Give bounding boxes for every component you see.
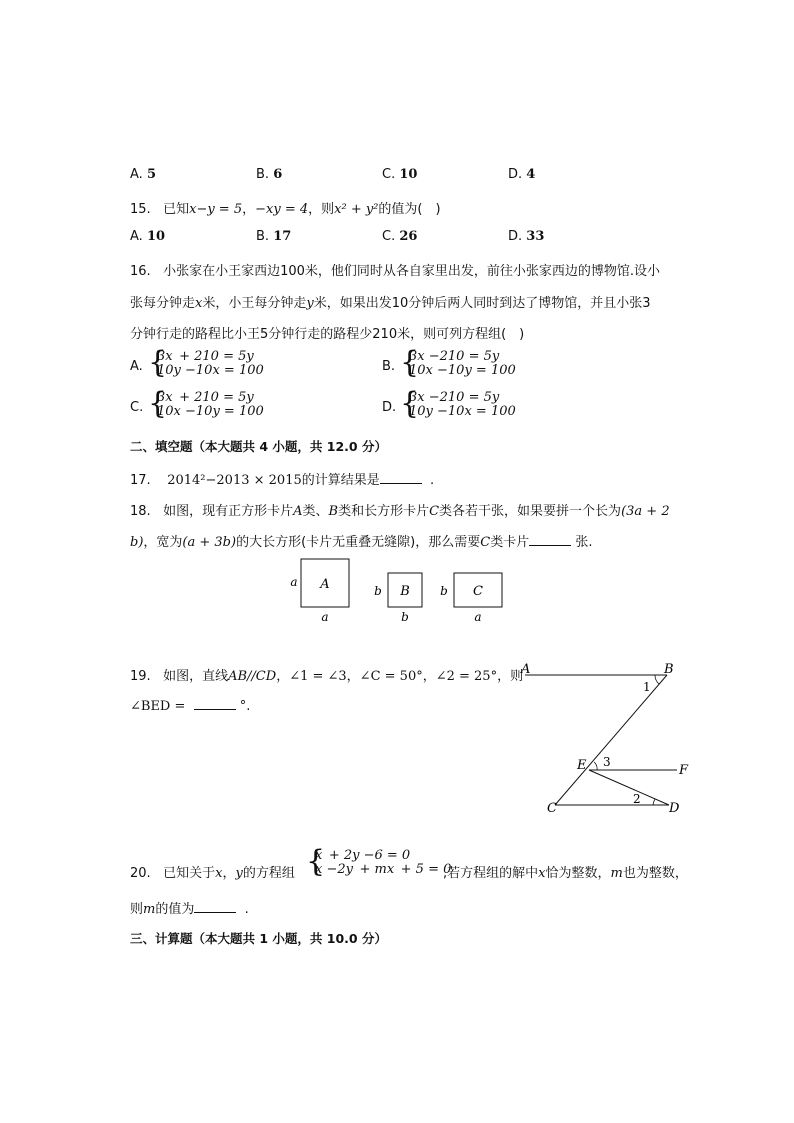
q18-cards-figure [280, 552, 520, 632]
angle-3-label: 3 [603, 755, 611, 769]
q19-geometry-figure [515, 658, 700, 818]
point-e-label: E [577, 758, 587, 773]
q20-line2: 则m的值为 . [130, 902, 249, 917]
q15-option-a: A. 10 [130, 229, 166, 244]
q15-stem: 15. 已知x−y = 5，−xy = 4，则x² + y²的值为( ) [130, 202, 441, 217]
q14-option-d: D. 4 [508, 167, 536, 182]
q20-line1-end: ,若方程组的解中x恰为整数，m也为整数， [443, 866, 688, 881]
q18-line1: 18. 如图，现有正方形卡片A类、B类和长方形卡片C类各若干张，如果要拼一个长为(3a + 2 [130, 504, 670, 519]
q19-answer-blank[interactable] [194, 697, 236, 710]
card-c-label: C [473, 584, 483, 599]
line-bc [555, 675, 667, 805]
q20-line1-start: 20. 已知关于x，y的方程组 [130, 866, 295, 881]
card-a-side-bottom: a [321, 610, 329, 624]
point-a-label: A [521, 662, 531, 677]
q16-option-c-label: C. [130, 400, 144, 415]
q14-option-c: C. 10 [382, 167, 418, 182]
card-c-side-left: b [440, 584, 448, 598]
angle-2-label: 2 [633, 792, 641, 806]
q17-stem: 17. 2014²−2013 × 2015的计算结果是 . [130, 473, 435, 488]
card-c-side-bottom: a [474, 610, 482, 624]
q18-line2: b)，宽为(a + 3b)的大长方形(卡片无重叠无缝隙)，那么需要C类卡片 张. [130, 535, 593, 550]
q16-option-d-label: D. [382, 400, 397, 415]
card-b-side-left: b [374, 584, 382, 598]
q19-line1: 19. 如图，直线AB//CD，∠1 = ∠3，∠C = 50°，∠2 = 25°，则 [130, 669, 524, 684]
card-b-side-bottom: b [401, 610, 409, 624]
angle-1-arc [655, 675, 659, 684]
q20-answer-blank[interactable] [194, 900, 236, 913]
q16-line2: 张每分钟走x米，小王每分钟走y米，如果出发10分钟后两人同时到达了博物馆，并且小张3 [130, 296, 651, 311]
section-3-heading: 三、计算题（本大题共 1 小题，共 10.0 分） [130, 931, 387, 946]
card-a-label: A [320, 577, 330, 592]
card-a-side-left: a [290, 575, 298, 589]
line-ed [589, 770, 669, 805]
q16-option-b-label: B. [382, 359, 396, 374]
point-f-label: F [679, 763, 689, 778]
point-c-label: C [547, 801, 557, 816]
q16-line3: 分钟行走的路程比小王5分钟行走的路程少210米，则可列方程组( ) [130, 327, 525, 342]
card-b-label: B [400, 584, 410, 599]
angle-2-arc [653, 799, 655, 805]
q18-answer-blank[interactable] [529, 533, 571, 546]
q14-option-b: B. 6 [256, 167, 283, 182]
q17-answer-blank[interactable] [380, 471, 422, 484]
q16-option-a-label: A. [130, 359, 143, 374]
angle-1-label: 1 [643, 680, 651, 694]
q14-option-a: A. 5 [130, 167, 156, 182]
angle-3-arc [594, 762, 597, 770]
q15-option-d: D. 33 [508, 229, 545, 244]
q15-option-c: C. 26 [382, 229, 418, 244]
point-b-label: B [664, 662, 674, 677]
q16-line1: 16. 小张家在小王家西边100米，他们同时从各自家里出发，前往小张家西边的博物馆.设小 [130, 264, 661, 279]
section-2-heading: 二、填空题（本大题共 4 小题，共 12.0 分） [130, 439, 387, 454]
point-d-label: D [669, 801, 680, 816]
q15-option-b: B. 17 [256, 229, 292, 244]
q19-line2: ∠BED = °. [130, 699, 251, 714]
